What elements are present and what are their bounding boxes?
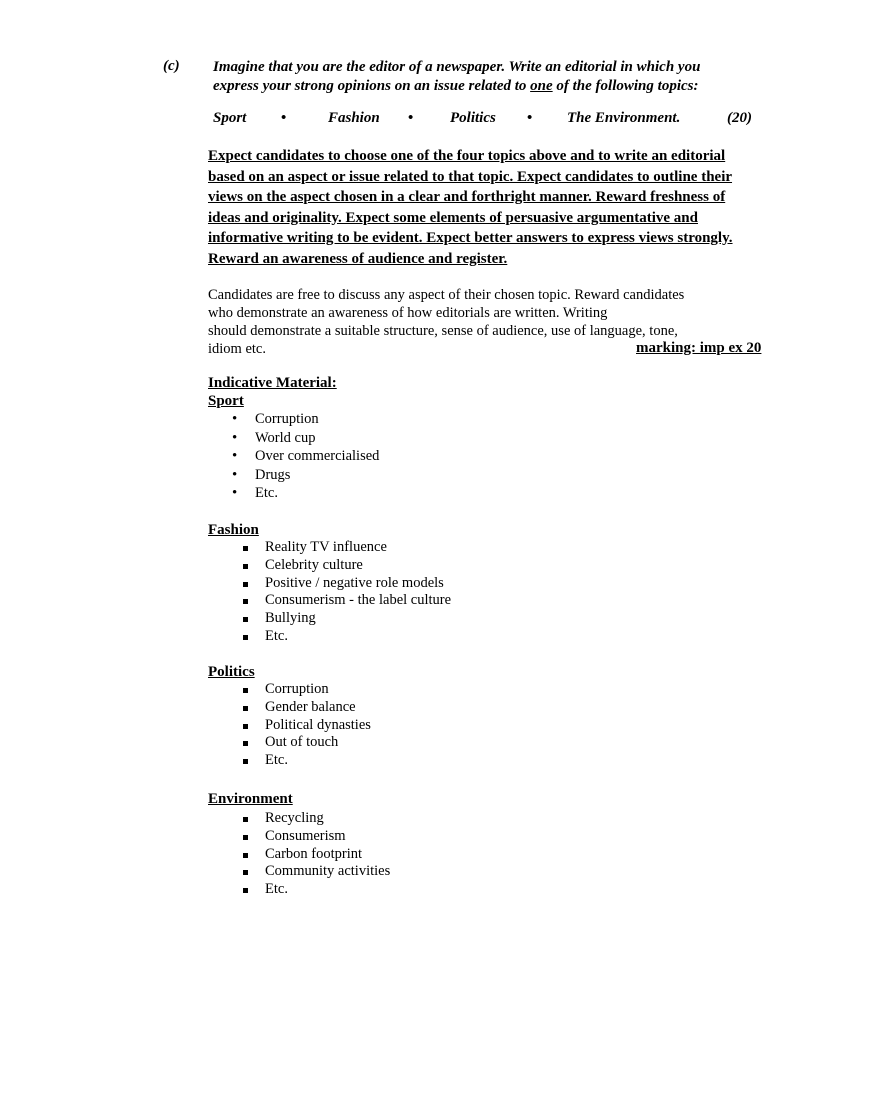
expectation-line: informative writing to be evident. Expect better answers to express views strongly. (208, 230, 733, 246)
list-item: Carbon footprint (241, 846, 390, 864)
indicative-material-heading: Indicative Material: (208, 375, 337, 391)
fashion-list (241, 539, 451, 646)
question-label: (c) (163, 58, 180, 74)
guidance-line: idiom etc. (208, 341, 266, 357)
topic-politics: Politics (450, 110, 496, 126)
question-line-2-end: of the following topics: (552, 78, 699, 94)
topic-separator: • (408, 110, 414, 126)
expectation-line: based on an aspect or issue related to that topic. Expect candidates to outline their (208, 168, 733, 185)
expectation-line: views on the aspect chosen in a clear and forthright manner. Reward freshness of (208, 189, 726, 205)
list-item: Bullying (241, 610, 451, 628)
guidance-line: who demonstrate an awareness of how editorials are written. Writing (208, 305, 608, 321)
list-item: Out of touch (241, 734, 371, 752)
list-item: Consumerism - the label culture (241, 592, 451, 610)
list-item: Etc. (241, 881, 390, 899)
sport-list (231, 410, 379, 503)
question-emphasis-one: one (530, 78, 553, 94)
marking-note: marking: imp ex 20 (636, 340, 762, 356)
list-item: • Over commercialised (231, 447, 379, 466)
fashion-heading: Fashion (208, 522, 259, 538)
topic-separator: • (527, 110, 533, 126)
list-item: Positive / negative role models (241, 575, 451, 593)
list-item: Community activities (241, 863, 390, 881)
expectation-line: Reward an awareness of audience and register. (208, 250, 508, 267)
list-item: Consumerism (241, 828, 390, 846)
topic-sport: Sport (213, 110, 247, 126)
list-item: Political dynasties (241, 717, 371, 735)
sport-heading: Sport (208, 393, 244, 409)
list-item: • Corruption (231, 410, 379, 429)
politics-list (241, 681, 371, 770)
expectations-block (208, 146, 768, 269)
question-text (213, 58, 773, 96)
list-item: Etc. (241, 628, 451, 646)
guidance-line: should demonstrate a suitable structure, sense of audience, use of language, tone, (208, 323, 678, 339)
expectation-line: ideas and originality. Expect some elements of persuasive argumentative and (208, 209, 698, 226)
list-item: • Drugs (231, 466, 379, 485)
list-item: Reality TV influence (241, 539, 451, 557)
list-item: Etc. (241, 752, 371, 770)
guidance-line: Candidates are free to discuss any aspect of their chosen topic. Reward candidates (208, 287, 685, 303)
list-item: • World cup (231, 429, 379, 448)
list-item: Celebrity culture (241, 557, 451, 575)
list-item: Gender balance (241, 699, 371, 717)
environment-heading: Environment (208, 791, 293, 807)
list-item: • Etc. (231, 484, 379, 503)
question-marks: (20) (727, 110, 752, 126)
environment-list (241, 810, 390, 899)
topic-separator: • (281, 110, 287, 126)
topic-environment: The Environment. (567, 110, 681, 126)
question-line-1: Imagine that you are the editor of a newspaper. Write an editorial in which you (213, 59, 701, 75)
list-item: Recycling (241, 810, 390, 828)
politics-heading: Politics (208, 664, 255, 680)
list-item: Corruption (241, 681, 371, 699)
topic-fashion: Fashion (328, 110, 380, 126)
expectation-line: Expect candidates to choose one of the four topics above and to write an editorial (208, 148, 726, 164)
question-line-2-start: express your strong opinions on an issue related to (213, 78, 531, 94)
question-line-2 (213, 77, 773, 96)
